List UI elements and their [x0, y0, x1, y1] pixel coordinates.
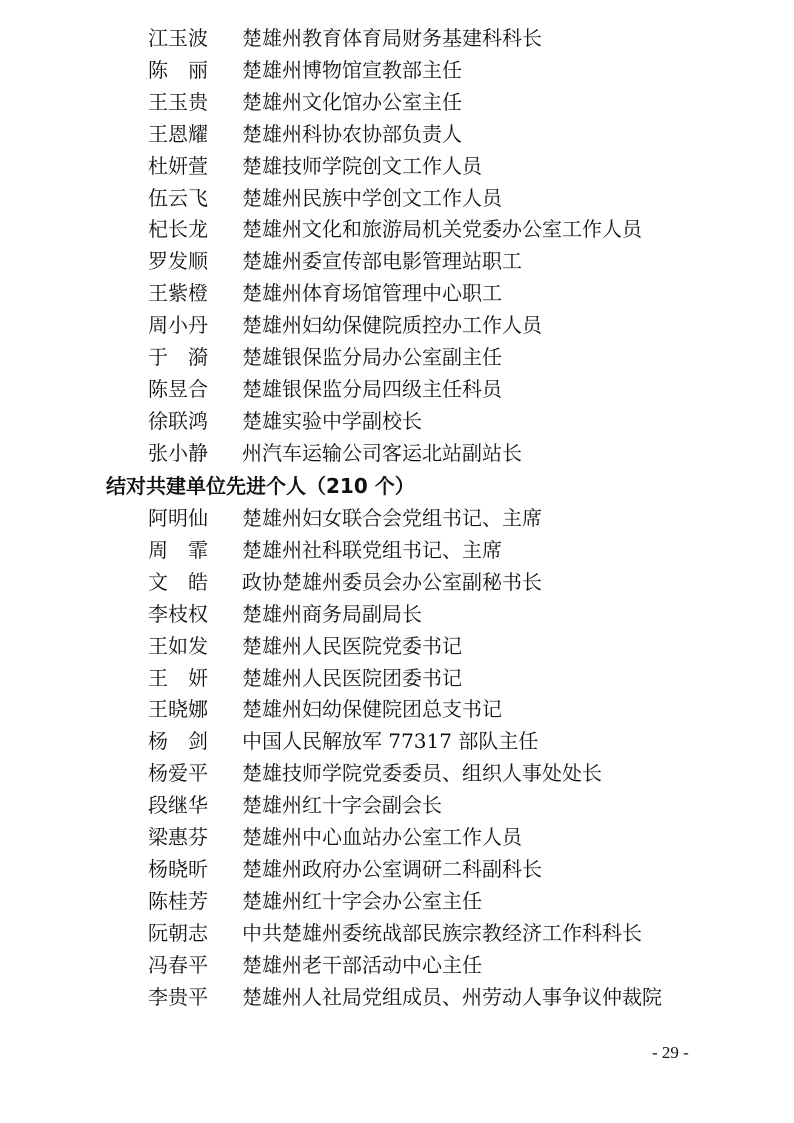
person-name: 王恩耀 — [148, 121, 208, 146]
list-item — [0, 538, 794, 570]
person-position: 楚雄州红十字会副会长 — [242, 793, 442, 818]
list-item — [0, 825, 794, 857]
person-name: 王 妍 — [148, 665, 208, 690]
person-name: 江玉波 — [148, 26, 208, 50]
person-position: 中国人民解放军 77317 部队主任 — [242, 729, 539, 754]
list-item — [0, 186, 794, 218]
person-position: 楚雄州民族中学创文工作人员 — [242, 185, 502, 210]
list-item — [0, 26, 794, 58]
person-position: 楚雄州体育场馆管理中心职工 — [242, 281, 502, 306]
person-position: 中共楚雄州委统战部民族宗教经济工作科科长 — [242, 920, 642, 945]
page-number: - 29 - — [652, 1043, 689, 1062]
person-position: 楚雄州人民医院团委书记 — [242, 665, 462, 690]
list-item — [0, 985, 794, 1017]
person-position: 楚雄州老干部活动中心主任 — [242, 952, 482, 977]
person-position: 楚雄州人民医院党委书记 — [242, 633, 462, 658]
person-position: 楚雄州科协农协部负责人 — [242, 121, 462, 146]
list-item — [0, 90, 794, 122]
person-name: 文 皓 — [148, 569, 208, 594]
person-position: 楚雄银保监分局办公室副主任 — [242, 345, 502, 369]
person-name: 陈桂芳 — [148, 888, 208, 913]
person-name: 李枝权 — [148, 601, 208, 626]
person-name: 梁惠芬 — [148, 825, 208, 849]
person-position: 州汽车运输公司客运北站副站长 — [242, 440, 522, 465]
person-name: 杞长龙 — [148, 217, 208, 242]
person-position: 楚雄州中心血站办公室工作人员 — [242, 825, 522, 849]
person-position: 楚雄州红十字会办公室主任 — [242, 888, 482, 913]
person-position: 楚雄州人社局党组成员、州劳动人事争议仲裁院 — [242, 984, 662, 1009]
list-item — [0, 953, 794, 985]
person-position: 楚雄州委宣传部电影管理站职工 — [242, 249, 522, 274]
list-item — [0, 409, 794, 441]
list-item — [0, 506, 794, 538]
person-name: 张小静 — [148, 440, 208, 465]
person-position: 楚雄州文化和旅游局机关党委办公室工作人员 — [242, 217, 642, 242]
list-item — [0, 154, 794, 186]
list-item — [0, 857, 794, 889]
person-name: 杜妍萱 — [148, 153, 208, 178]
list-item — [0, 570, 794, 602]
list-item — [0, 345, 794, 377]
person-name: 罗发顺 — [148, 249, 208, 274]
person-name: 杨 剑 — [148, 729, 208, 754]
list-item — [0, 122, 794, 154]
section-heading: 结对共建单位先进个人（210 个） — [106, 474, 415, 498]
person-position: 楚雄技师学院党委委员、组织人事处处长 — [242, 761, 602, 786]
list-item — [0, 441, 794, 473]
list-item — [0, 666, 794, 698]
list-item — [0, 281, 794, 313]
person-name: 王晓娜 — [148, 697, 208, 722]
person-position: 楚雄州博物馆宣教部主任 — [242, 57, 462, 82]
person-name: 陈昱合 — [148, 376, 208, 401]
person-name: 杨爱平 — [148, 761, 208, 786]
person-position: 楚雄州妇女联合会党组书记、主席 — [242, 506, 542, 530]
person-name: 伍云飞 — [148, 185, 208, 210]
person-position: 楚雄银保监分局四级主任科员 — [242, 376, 502, 401]
person-name: 阿明仙 — [148, 506, 208, 530]
person-position: 楚雄技师学院创文工作人员 — [242, 153, 482, 178]
person-name: 李贵平 — [148, 984, 208, 1009]
person-position: 楚雄州文化馆办公室主任 — [242, 89, 462, 114]
person-name: 冯春平 — [148, 952, 208, 977]
person-position: 楚雄州社科联党组书记、主席 — [242, 537, 502, 562]
person-position: 楚雄州政府办公室调研二科副科长 — [242, 856, 542, 881]
list-item — [0, 921, 794, 953]
person-name: 陈 丽 — [148, 57, 208, 82]
person-position: 楚雄州商务局副局长 — [242, 601, 422, 626]
person-position: 楚雄州教育体育局财务基建科科长 — [242, 26, 542, 50]
list-item — [0, 729, 794, 761]
person-name: 王如发 — [148, 633, 208, 658]
person-position: 楚雄州妇幼保健院质控办工作人员 — [242, 313, 542, 338]
list-item — [0, 889, 794, 921]
person-name: 周小丹 — [148, 313, 208, 338]
list-item — [0, 697, 794, 729]
person-name: 王玉贵 — [148, 89, 208, 114]
list-item — [0, 634, 794, 666]
list-item — [0, 761, 794, 793]
person-name: 徐联鸿 — [148, 408, 208, 433]
list-item — [0, 793, 794, 825]
person-name: 王紫橙 — [148, 281, 208, 306]
person-position: 政协楚雄州委员会办公室副秘书长 — [242, 569, 542, 594]
list-item — [0, 217, 794, 249]
list-item — [0, 377, 794, 409]
list-item — [0, 602, 794, 634]
person-position: 楚雄实验中学副校长 — [242, 408, 422, 433]
person-name: 于 漪 — [148, 345, 208, 369]
person-name: 周 霏 — [148, 537, 208, 562]
list-item — [0, 313, 794, 345]
person-name: 阮朝志 — [148, 920, 208, 945]
person-position: 楚雄州妇幼保健院团总支书记 — [242, 697, 502, 722]
person-name: 段继华 — [148, 793, 208, 818]
list-item — [0, 58, 794, 90]
list-item — [0, 249, 794, 281]
person-name: 杨晓昕 — [148, 856, 208, 881]
